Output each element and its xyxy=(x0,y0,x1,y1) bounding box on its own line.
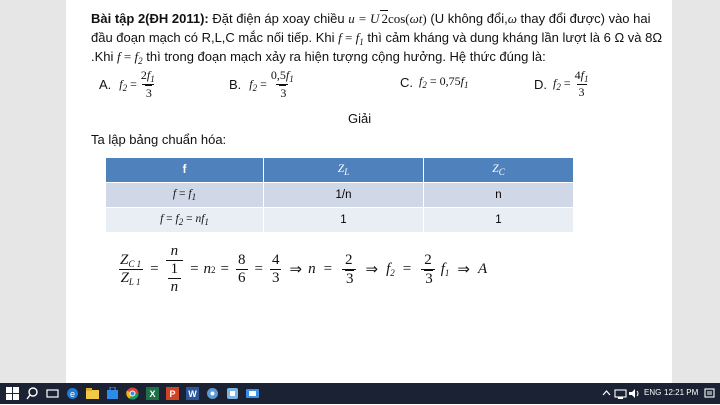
problem-text-1a: Đặt điện áp xoay chiều xyxy=(212,11,345,26)
header-f: f xyxy=(106,158,264,183)
notification-icon[interactable] xyxy=(703,387,716,400)
problem-line-3 xyxy=(91,49,546,66)
search-icon[interactable] xyxy=(26,387,39,400)
row2-zl: 1 xyxy=(264,208,424,233)
eight-over-six: $\frac{8}{6}$ xyxy=(238,252,246,286)
app-icon-2[interactable] xyxy=(226,387,239,400)
app-icon-3[interactable] xyxy=(246,387,259,400)
normalization-table xyxy=(106,158,574,232)
option-d: D. $f_2$ = $\frac{4f_1}{3}$ xyxy=(534,68,589,99)
row1-zc: n xyxy=(424,183,574,208)
problem-text-3a: .Khi xyxy=(91,49,114,64)
word-icon[interactable] xyxy=(186,387,199,400)
problem-line-2: đầu đoạn mạch có R,L,C mắc nối tiếp. Khi $f = f_1$ thì cảm kháng và dung kháng lần lượt là 6 Ω và 8Ω xyxy=(91,30,663,47)
tray-chevron-icon[interactable] xyxy=(600,387,613,400)
option-a: A. $f_2$ = $\frac{2f_1}{3}$ xyxy=(99,68,155,100)
solution-intro: Ta lập bảng chuẩn hóa: xyxy=(91,132,227,147)
problem-text-3b: thì trong đoạn mạch xảy ra hiện tượng cộng hưởng. Hệ thức đúng là: xyxy=(146,49,546,64)
table-header-row xyxy=(106,158,574,183)
ohm-symbol: Ω xyxy=(614,30,625,45)
problem-line-1: Bài tập 2(ĐH 2011): Đặt điện áp xoay chiều u = U 2cos(ωt) (U không đổi,ω thay đổi được) vào hai xyxy=(91,11,651,26)
right-gutter xyxy=(672,0,720,383)
table-row xyxy=(106,208,574,233)
problem-text-2c: và 8 xyxy=(627,30,653,45)
two-over-sqrt3: $\frac{2}{3}$ xyxy=(342,252,356,288)
powerpoint-icon[interactable] xyxy=(166,387,179,400)
option-b: B. $f_2$ = $\frac{0,5f_1}{3}$ xyxy=(229,68,294,100)
problem-text-2a: đầu đoạn mạch có R,L,C mắc nối tiếp. Khi xyxy=(91,30,335,45)
two-over-sqrt3-b: $\frac{2}{3}$ xyxy=(421,252,435,288)
f-equals-f2: $f = f_2$ xyxy=(117,49,143,66)
header-zl: $Z_L$ xyxy=(264,158,424,183)
f-equals-f1: $f = f_1$ xyxy=(338,30,364,47)
ratio-zc-zl: $\frac{Z_{C 1}}{Z_{L 1}}$ xyxy=(120,252,142,287)
file-explorer-icon[interactable] xyxy=(86,387,99,400)
svg-text:W: W xyxy=(188,389,197,399)
store-icon[interactable] xyxy=(106,387,119,400)
problem-text-1b: (U không đổi, xyxy=(430,11,508,26)
edge-browser-icon[interactable] xyxy=(66,387,79,400)
answer-letter: A xyxy=(478,261,488,277)
header-zc: $Z_C$ xyxy=(424,158,574,183)
table-row xyxy=(106,183,574,208)
problem-text-2b: thì cảm kháng và dung kháng lần lượt là 6 xyxy=(367,30,611,45)
problem-title: Bài tập 2(ĐH 2011): xyxy=(91,11,209,26)
problem-text-1c: thay đổi được) vào hai xyxy=(520,11,651,26)
row1-zl: 1/n xyxy=(264,183,424,208)
solution-heading: Giải xyxy=(348,111,372,126)
left-gutter xyxy=(0,0,66,383)
clock[interactable]: 12:21 PM xyxy=(664,388,699,397)
voltage-formula: u = U 2cos(ωt) xyxy=(348,11,427,26)
n-over-1-over-n: n 1 n xyxy=(166,243,184,296)
task-view-icon[interactable] xyxy=(46,387,59,400)
four-over-three: $\frac{4}{3}$ xyxy=(271,252,280,286)
svg-text:e: e xyxy=(69,389,76,399)
option-c: C. $f_2 = 0,75f_1$ xyxy=(400,74,469,90)
excel-icon[interactable] xyxy=(146,387,159,400)
network-icon[interactable] xyxy=(614,387,627,400)
taskbar xyxy=(0,383,720,404)
derivation-equation: $\frac{Z_{C 1}}{Z_{L 1}}$ = n 1 n = n 2 = $\frac{8}{6}$ = $\frac{4}{3}$ ⇒ n = $\frac{2}{3}$ ⇒ $f_2$ = $\frac{2}{3}$ $f_1$ ⇒ A xyxy=(120,243,488,295)
language-indicator[interactable]: ENG xyxy=(644,388,662,397)
row2-f: $f = f_2 = nf_1$ xyxy=(106,208,264,233)
svg-text:X: X xyxy=(149,389,156,399)
windows-start-icon[interactable] xyxy=(6,387,19,400)
svg-text:P: P xyxy=(169,389,176,399)
volume-icon[interactable] xyxy=(628,387,641,400)
chrome-icon[interactable] xyxy=(126,387,139,400)
row1-f: $f = f_1$ xyxy=(106,183,264,208)
slide-canvas xyxy=(66,0,672,383)
row2-zc: 1 xyxy=(424,208,574,233)
app-icon[interactable] xyxy=(206,387,219,400)
